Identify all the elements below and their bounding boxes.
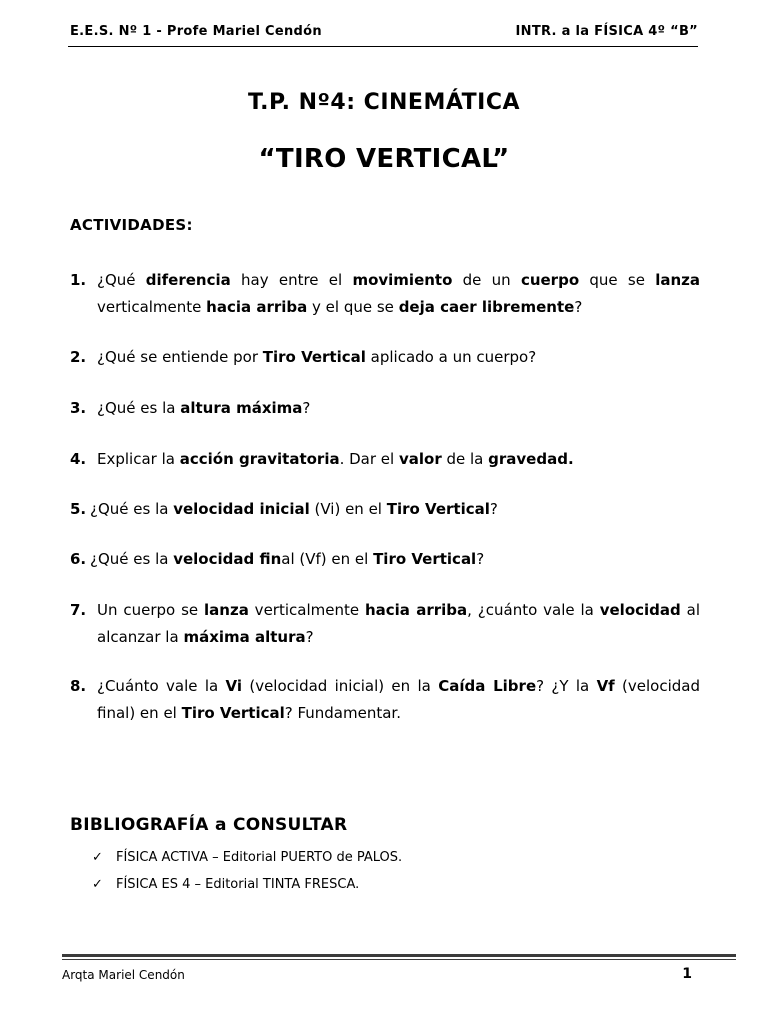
question-text xyxy=(97,267,700,321)
bibliography-item-text: FÍSICA ES 4 – Editorial TINTA FRESCA. xyxy=(116,877,360,892)
question-number: 3. xyxy=(70,399,87,417)
emphasis-text: Vf xyxy=(596,677,615,695)
question-6 xyxy=(70,546,700,573)
question-1 xyxy=(70,267,700,321)
emphasis-text: lanza xyxy=(204,601,249,619)
body-text: , ¿cuánto vale la xyxy=(467,601,600,619)
emphasis-text: movimiento xyxy=(352,271,453,289)
emphasis-text: Vi xyxy=(225,677,243,695)
question-text xyxy=(90,546,700,573)
emphasis-text: gravedad xyxy=(488,450,568,468)
question-number: 4. xyxy=(70,450,87,468)
emphasis-text: velocidad xyxy=(599,601,681,619)
body-text: al alcanzar la xyxy=(97,601,700,646)
body-text: ? xyxy=(476,550,485,568)
body-text: Un cuerpo se xyxy=(97,601,205,619)
page-number: 1 xyxy=(682,966,692,982)
body-text: de la xyxy=(441,450,489,468)
question-2 xyxy=(70,344,700,371)
emphasis-text: hacia arriba xyxy=(206,298,308,316)
page-header xyxy=(70,24,698,44)
body-text: al (Vf) en el xyxy=(281,550,374,568)
question-text xyxy=(97,344,700,371)
document-title: T.P. Nº4: CINEMÁTICA xyxy=(247,90,521,115)
header-school: E.E.S. Nº 1 - Profe Mariel Cendón xyxy=(70,24,322,39)
body-text: ? xyxy=(302,399,311,417)
body-text: que se xyxy=(579,271,656,289)
body-text: ¿Cuánto vale la xyxy=(97,677,226,695)
emphasis-text: altura máxima xyxy=(180,399,303,417)
footer-author: Arqta Mariel Cendón xyxy=(62,968,185,982)
emphasis-text: lanza xyxy=(655,271,700,289)
document-subtitle: “TIRO VERTICAL” xyxy=(258,144,510,174)
body-text: ? ¿Y la xyxy=(536,677,597,695)
emphasis-text: valor xyxy=(398,450,442,468)
emphasis-text: velocidad inicial xyxy=(173,500,310,518)
emphasis-text: diferencia xyxy=(145,271,231,289)
header-course: INTR. a la FÍSICA 4º “B” xyxy=(515,24,698,39)
body-text: . Dar el xyxy=(339,450,399,468)
body-text: hay entre el xyxy=(230,271,353,289)
body-text: ? xyxy=(489,500,498,518)
activities-heading: ACTIVIDADES: xyxy=(70,216,193,234)
question-text xyxy=(97,673,700,727)
question-5 xyxy=(70,496,700,523)
emphasis-text: acción gravitatoria xyxy=(179,450,340,468)
body-text: verticalmente xyxy=(248,601,365,619)
question-text xyxy=(97,395,700,422)
body-text: ? Fundamentar. xyxy=(284,704,401,722)
body-text: y el que se xyxy=(307,298,399,316)
body-text: de un xyxy=(452,271,521,289)
body-text: ? xyxy=(305,628,314,646)
body-text: ¿Qué es la xyxy=(97,399,181,417)
body-text: (Vi) en el xyxy=(309,500,387,518)
footer-divider xyxy=(62,954,736,957)
emphasis-text: Tiro Vertical xyxy=(262,348,366,366)
body-text: aplicado a un cuerpo? xyxy=(365,348,537,366)
bibliography-heading: BIBLIOGRAFÍA a CONSULTAR xyxy=(70,815,348,835)
question-4 xyxy=(70,446,700,473)
emphasis-text: velocidad fin xyxy=(173,550,282,568)
emphasis-text: Caída Libre xyxy=(438,677,537,695)
body-text: (velocidad inicial) en la xyxy=(242,677,439,695)
question-number: 1. xyxy=(70,271,87,289)
question-7 xyxy=(70,597,700,651)
bibliography-item xyxy=(92,871,402,898)
emphasis-text: cuerpo xyxy=(520,271,580,289)
emphasis-text: máxima altura xyxy=(183,628,306,646)
question-number: 8. xyxy=(70,677,87,695)
body-text: verticalmente xyxy=(97,298,207,316)
bibliography-item-text: FÍSICA ACTIVA – Editorial PUERTO de PALOS. xyxy=(116,850,403,865)
bibliography-list xyxy=(92,844,402,898)
question-number: 5. xyxy=(70,500,87,518)
question-8 xyxy=(70,673,700,727)
bibliography-item xyxy=(92,844,402,871)
emphasis-text: Tiro Vertical xyxy=(386,500,490,518)
header-divider xyxy=(68,46,698,47)
checkmark-icon: ✓ xyxy=(92,877,103,892)
question-number: 6. xyxy=(70,550,87,568)
body-text: ¿Qué es la xyxy=(90,550,174,568)
checkmark-icon: ✓ xyxy=(92,850,103,865)
body-text: ? xyxy=(574,298,583,316)
question-text xyxy=(97,446,700,473)
question-3 xyxy=(70,395,700,422)
body-text: ¿Qué se entiende por xyxy=(97,348,263,366)
question-text xyxy=(97,597,700,651)
emphasis-text: Tiro Vertical xyxy=(373,550,477,568)
body-text: ¿Qué es la xyxy=(90,500,174,518)
question-number: 2. xyxy=(70,348,87,366)
emphasis-text: deja caer libremente xyxy=(398,298,575,316)
body-text: Explicar la xyxy=(97,450,180,468)
emphasis-text: hacia arriba xyxy=(364,601,468,619)
body-text: (velocidad final) en el xyxy=(97,677,700,722)
body-text: ¿Qué xyxy=(97,271,146,289)
footer-divider-thin xyxy=(62,959,736,960)
emphasis-text: Tiro Vertical xyxy=(181,704,285,722)
question-number: 7. xyxy=(70,601,87,619)
emphasis-text: . xyxy=(567,450,574,468)
question-text xyxy=(90,496,700,523)
